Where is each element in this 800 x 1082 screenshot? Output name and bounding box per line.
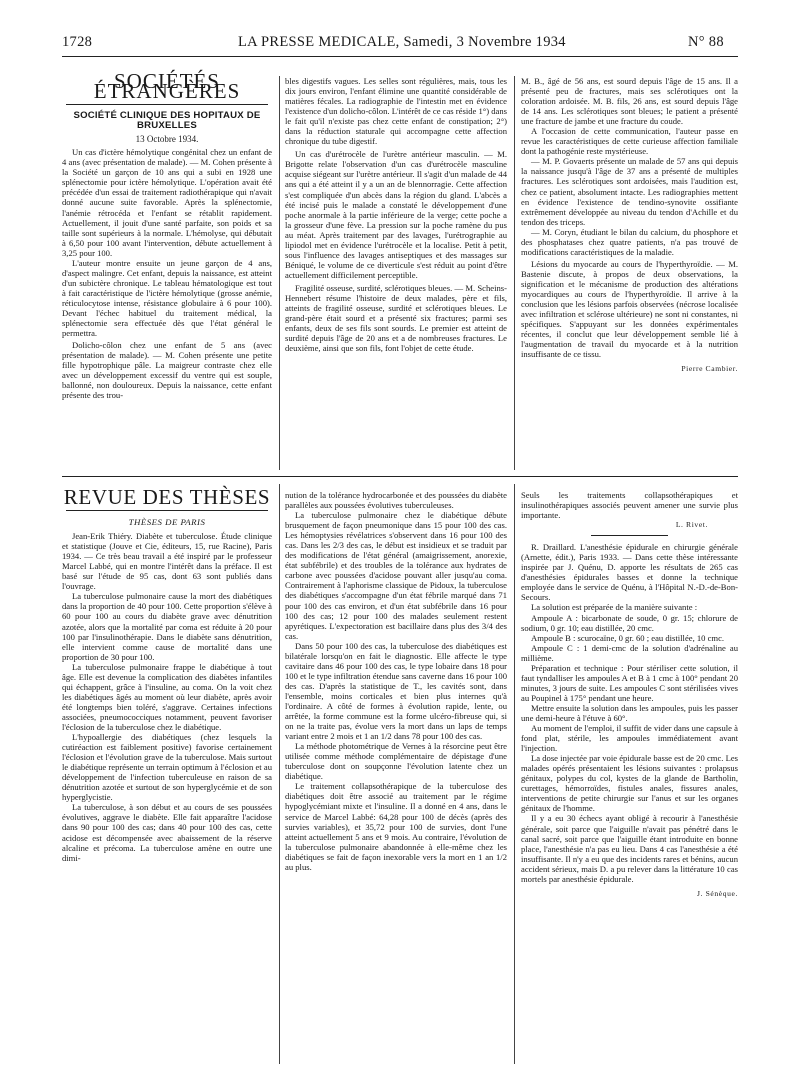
paragraph: bles digestifs vagues. Les selles sont régulières, mais, tous les dix jours environ, l'enfant élimine une quantité considérable de matières fécales. La radiographie de l'intestin met en évidence l'existence d'un dolicho-côlon. L'intérêt de ce cas réside 1°) dans le fait qu'il n'existe pas chez cette enfant de constipation; 2°) dans la réduction staturale qui accompagne cette affection chronique du tube digestif. — [285, 76, 507, 147]
theses-column-3 — [521, 490, 738, 899]
column-divider — [514, 76, 515, 470]
paragraph: Préparation et technique : Pour stériliser cette solution, il faut tyndalliser les ampoules A et B à 1 cmc à 100° pendant 20 minutes, 3 jours de suite. Les ampoules C sont stérilisées vives au Poupinel à 175° pendant une heure. — [521, 662, 738, 703]
theses-column-2 — [285, 490, 507, 872]
short-rule — [591, 535, 668, 536]
signature: Pierre Cambier. — [681, 364, 738, 374]
signature: L. Rivet. — [675, 520, 708, 530]
paragraph: A l'occasion de cette communication, l'auteur passe en revue les caractéristiques de cette curieuse affection familiale dont la pathogénie reste mystérieuse. — [521, 126, 738, 157]
journal-header: LA PRESSE MEDICALE, Samedi, 3 Novembre 1934 — [238, 34, 566, 50]
paragraph: Au moment de l'emploi, il suffit de vider dans une capsule à fond plat, stérile, les ampoules immédiatement avant l'injection. — [521, 723, 738, 754]
paragraph: La méthode photométrique de Vernes à la résorcine peut être utilisée comme méthode complémentaire de dépistage d'une tuberculose dont on soupçonne l'évolution latente chez un diabétique. — [285, 741, 507, 782]
paragraph: Dolicho-côlon chez une enfant de 5 ans (avec présentation de malade). — M. Cohen présente une petite fille hypotrophique pâle. La maigreur contraste chez elle avec un développement excessif du ventre qui est souple, ballonné, non douloureux. Depuis la naissance, cette enfant présente des trou- — [62, 340, 272, 401]
section-title-rule — [66, 104, 268, 105]
paragraph: La dose injectée par voie épidurale basse est de 20 cmc. Les malades opérés présentaient les lésions suivantes : prolapsus génitaux, polypes du col, kystes de la glande de Bartholin, curettages, hémorroïdes, fistules anales, fissures anales, interventions de petite chirurgie sur l'anus et sur les organes génitaux de l'homme. — [521, 753, 738, 814]
paragraph: Un cas d'urétrocèle de l'urètre antérieur masculin. — M. Brigotte relate l'observation d'un cas d'urétrocèle masculine acquise siégeant sur l'urètre antérieur. Il s'agit d'un malade de 44 ans qui a été atteint il y a un an de blennorragie. Cette affection s'est compliquée d'un abcès dans la région du gland. L'abcès a été incisé puis le malade a constaté le développement d'une poche anormale à la partie inférieure de la verge; cette poche a la grosseur d'une fève. La pression sur la poche ramène du pus au méat. Après traitement par des lavages, l'urétrographie au lipiodol met en évidence l'urétrocèle et la localise. Petit à petit, sous l'influence des lavages antiseptiques et des massages sur Béniqué, le volume de ce diverticule s'est réduit au point d'être actuellement difficilement perceptible. — [285, 149, 507, 280]
paragraph: nution de la tolérance hydrocarbonée et des poussées du diabète parallèles aux poussées évolutives tuberculeuses. — [285, 490, 507, 511]
section-title: REVUE DES THÈSES — [63, 485, 271, 509]
paragraph: L'hypoallergie des diabétiques (chez lesquels la cutiréaction est faiblement positive) favorise certainement l'éclosion et l'évolution grave de la tuberculose. Mais surtout le diabétique représente un terrain optimum à l'éclosion et au développement de l'infection tuberculeuse en raison de sa dénutrition azotée et surtout de son hyperglycémie et de son hyperglycistie. — [62, 732, 272, 803]
paragraph: Il y a eu 30 échecs ayant obligé à recourir à l'anesthésie générale, soit parce que l'aiguille n'avait pas pénétré dans le canal sacré, soit parce que l'aiguille étant introduite en bonne place, l'anesthésie n'a pas eu lieu. Dans 4 cas l'anesthésie a été insuffisante. Il n'y a eu que des incidents rares et bénins, aucun accident sérieux, mais D. a pu relever dans la littérature 10 cas mortels par anesthésie épidurale. — [521, 813, 738, 884]
paragraph: L'auteur montre ensuite un jeune garçon de 4 ans, d'aspect malingre. Cet enfant, depuis la naissance, est atteint d'un subictère chronique. Le tableau hématologique est tout à fait caractéristique de l'ictère hémolytique (grosse anémie, réticulocytose intense, résistance globulaire à 6 pour 100). Devant l'échec habituel du traitement médical, la splénectomie sera effectuée dès que l'état général le permettra. — [62, 257, 272, 339]
paragraph: — M. Coryn, étudiant le bilan du calcium, du phosphore et des phosphatases chez quatre patients, n'a pas trouvé de modifications caractéristiques de la maladie. — [521, 226, 738, 257]
paragraph: Fragilité osseuse, surdité, sclérotiques bleues. — M. Scheins-Hennebert résume l'histoire de deux malades, père et fils, atteints de fragilité osseuse, surdité et sclérotiques bleues. Le grand-père était sourd et a présenté six fractures; parmi ses enfants, deux de ses fils sont sourds. Le premier est atteint de surdité depuis l'âge de 20 ans et a de nombreuses fractures. Le deuxième, ainsi que son fils, font l'objet de cette étude. — [285, 282, 507, 354]
paragraph: Mettre ensuite la solution dans les ampoules, puis les passer une demi-heure à l'étuve à 60°. — [521, 702, 738, 723]
column-divider — [279, 484, 280, 1064]
section-title-rule — [66, 510, 268, 511]
section-subtitle: THÈSES DE PARIS — [128, 517, 206, 528]
paragraph: Dans 50 pour 100 des cas, la tuberculose des diabétiques est bilatérale lorsqu'on en fait le diagnostic. Elle affecte le type cavitaire dans 46 pour 100 des cas, le type lobaire dans 18 pour 100 et le type infiltration étendue sans caverne dans 16 pour 100 des cas. D'après la statistique de T., les cavités sont, dans l'ensemble, moins corticales et bien plus internes qu'à l'ordinaire. A côté de formes à évolution rapide, lente, ou arrêtée, la forme commune est la forme ulcéro-fibreuse qui, si on ne la traite pas, évolue vers la mort dans un laps de temps variant entre 2 mois et 1 an 1/2 dans 78 pour 100 des cas. — [285, 640, 507, 742]
page-number: 1728 — [62, 34, 93, 50]
meeting-date: 13 Octobre 1934. — [135, 134, 199, 145]
paragraph: M. B., âgé de 56 ans, est sourd depuis l'âge de 15 ans. Il a présenté peu de fractures, mais ses sclérotiques ont la coloration ardoisée. M. B. fils, 26 ans, est sourd depuis l'âge de 14 ans. Les sclérotiques sont bleues; le patient a présenté une fracture de jambe et une fracture du coude. — [521, 76, 738, 127]
paragraph: R. Draillard. L'anesthésie épidurale en chirurgie générale (Arnette, édit.), Paris 1933. — Dans cette thèse intéressante inspirée par J. Quénu, D. apporte les résultats de 265 cas d'anesthésies épidurales basses et donne la technique employée dans le service de Quénu, à l'Hôpital N.-D.-de-Bon-Secours. — [521, 542, 738, 603]
paragraph: Ampoule A : bicarbonate de soude, 0 gr. 15; chlorure de sodium, 0 gr. 10; eau distillée, 20 cmc. — [521, 612, 738, 633]
paragraph: La solution est préparée de la manière suivante : — [531, 602, 698, 613]
issue-number: N° 88 — [688, 34, 724, 50]
paragraph: Jean-Erik Thiéry. Diabète et tuberculose. Étude clinique et statistique (Jouve et Cie, éditeurs, 15, rue Racine), Paris 1934. — Ce très beau travail a été inspiré par le professeur Marcel Labbé, qui en montre l'intérêt dans la préface. Il est basé sur l'étude de 95 cas, dont 63 sont publiés dans l'ouvrage. — [62, 531, 272, 592]
paragraph: La tuberculose, à son début et au cours de ses poussées évolutives, aggrave le diabète. Elle fait apparaître l'acidose dans 90 pour 100 des cas; dans 40 pour 100 des cas, cette acidose est décompensée avec abaissement de la réserve alcaline et précoma. La tuberculose amène en outre une dimi- — [62, 802, 272, 863]
paragraph: La tuberculose pulmonaire cause la mort des diabétiques dans la proportion de 40 pour 100. Cette proportion s'élève à 60 pour 100 au cours du diabète grave avec dénutrition azotée, alors que la mortalité par coma est réduite à 20 pour 100 par l'insulinothérapie. Dans le diabète sans dénutrition, elle intervient comme cause de mortalité dans une proportion de 30 pour 100. — [62, 591, 272, 662]
paragraph: Un cas d'ictère hémolytique congénital chez un enfant de 4 ans (avec présentation de malade). — M. Cohen présente à la Société un garçon de 10 ans qui a subi en 1928 une splénectomie pour ictère hémolytique. L'opération avait été précédée d'un essai de traitement radiothérapique qui n'avait donné aucune suite favorable. Après la splénectomie, l'anémie rétrocéda et l'enfant se rétablit rapidement. Actuellement, il jouit d'une santé parfaite, son poids et sa taille sont supérieurs à la normale. L'hémolyse, qui débutait à 6,50 pour 100 avant l'intervention, débute actuellement à 3,25 pour 100. — [62, 147, 272, 258]
signature: J. Sénèque. — [697, 888, 738, 898]
paragraph: Ampoule B : scurocaïne, 0 gr. 60 ; eau distillée, 10 cmc. — [531, 632, 725, 643]
section-title: SOCIÉTÉS ÉTRANGÈRES — [93, 69, 241, 104]
section-divider — [62, 476, 738, 477]
paragraph: — M. P. Govaerts présente un malade de 57 ans qui depuis la naissance jusqu'à l'âge de 37 ans a présenté de multiples fractures. Les sclérotiques sont ardoisées, mais l'audition est, chez ce patient, absolument intacte. Les radiographies mettent en évidence l'existence de tendino-synovite ossifiante extrêmement développée au niveau du tendon d'Achille et du tendon des triceps. — [521, 156, 738, 227]
column-divider — [514, 484, 515, 1064]
header-rule — [62, 56, 738, 57]
paragraph: La tuberculose pulmonaire chez le diabétique débute brusquement de façon pneumonique dans 15 pour 100 des cas. Les hémoptysies révélatrices s'observent dans 16 pour 100 des cas. Dans les 2/3 des cas, le début est insidieux et se traduit par des modifications de l'état général (amaigrissement, anorexie, état subfébrile) et des troubles de la tolérance aux hydrates de carbone avec poussées d'acidose pouvant aller jusqu'au coma. Contrairement à l'aphorisme classique de Pidoux, la tuberculose des diabétiques s'accompagne d'un état fébrile marqué dans 71 pour 100 des cas environ, et d'un état subfébrile dans 16 pour 100 des cas; 12 pour 100 des malades seulement restent apyrétiques. L'expectoration est bacillaire dans plus des 3/4 des cas. — [285, 510, 507, 641]
theses-column-1 — [62, 485, 272, 863]
society-name: SOCIÉTÉ CLINIQUE DES HOPITAUX DE BRUXELLES — [73, 110, 261, 132]
societes-column-3 — [521, 76, 738, 374]
column-divider — [279, 76, 280, 470]
paragraph: Ampoule C : 1 demi-cmc de la solution d'adrénaline au millième. — [521, 642, 738, 663]
paragraph: Le traitement collapsothérapique de la tuberculose des diabétiques doit être associé au traitement par le régime hypoglycémiant mixte et l'insuline. Il a donné en 4 ans, dans le service de Marcel Labbé: 64,28 pour 100 de décès (après des survies variables), et 35,72 pour 100 de survies, dont l'une atteint actuellement 5 ans et 9 mois. Au contraire, l'évolution de la tuberculose pulmonaire abandonnée à elle-même chez les diabétiques se fait de façon inexorable vers la mort en 1 an 1/2 au plus. — [285, 781, 507, 872]
paragraph: Seuls les traitements collapsothérapiques et insulinothérapiques associés peuvent amener une survie plus importante. — [521, 490, 738, 521]
societes-column-2 — [285, 76, 507, 353]
societes-column-1 — [62, 69, 272, 401]
paragraph: Lésions du myocarde au cours de l'hyperthyroïdie. — M. Bastenie discute, à propos de deux observations, la signification et le mécanisme de production des altérations myocardiques au cours de l'hyperthyroïdie. Il arrive à la conclusion que les lésions parfois observées (nécrose localisée avec infiltration et sclérose ultérieure) ne sont ni constantes, ni spécifiques. S'appuyant sur les données expérimentales récentes, il conclut que leur développement semble lié à l'augmentation de travail du myocarde et à la nutrition insuffisante de ce tissu. — [521, 258, 738, 360]
paragraph: La tuberculose pulmonaire frappe le diabétique à tout âge. Elle est devenue la complication des diabètes infantiles qui échappent, grâce à l'insuline, au coma. On la voit chez les diabétiques âgés au moment où leur diabète, après avoir été longtemps bien toléré, s'aggrave. Certaines infections associées, pneumococciques notamment, peuvent favoriser l'éclosion de la tuberculose chez le diabétique. — [62, 661, 272, 732]
